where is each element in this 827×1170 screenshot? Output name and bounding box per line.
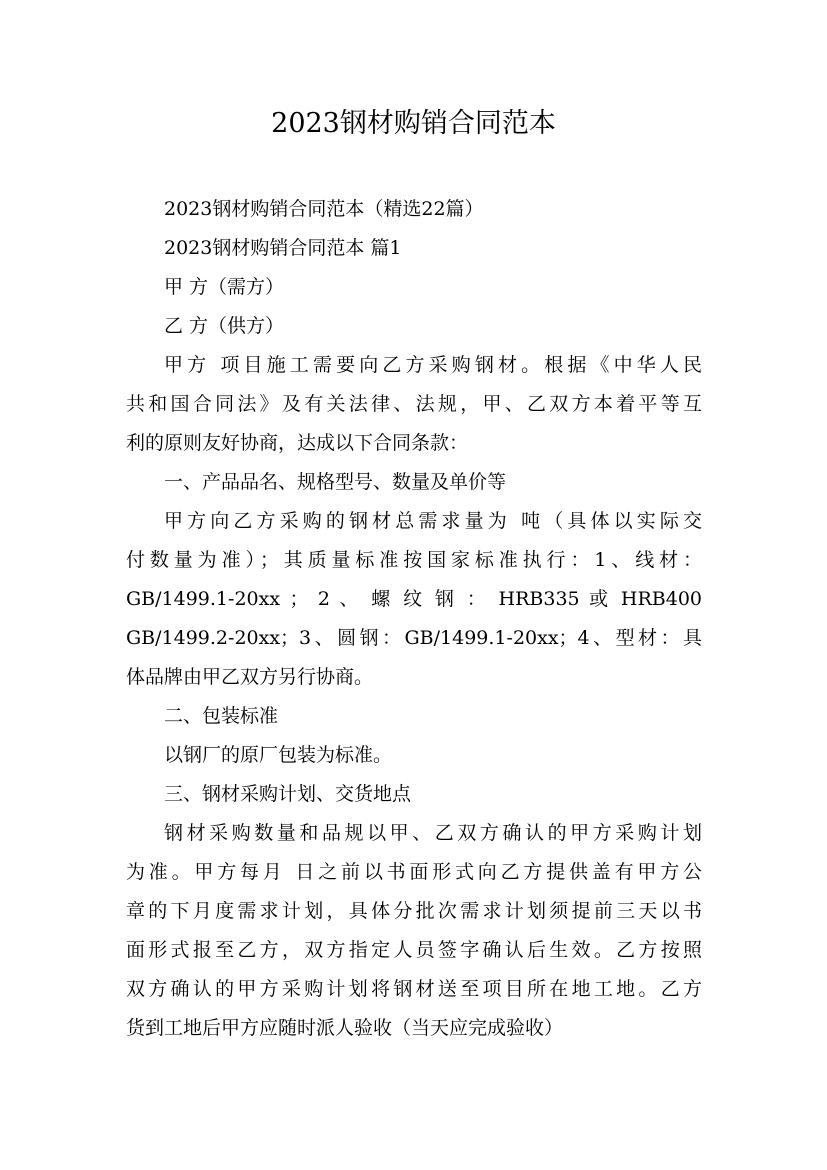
clause-heading-1: 一、产品品名、规格型号、数量及单价等 — [164, 471, 507, 493]
paragraph-line: 为准。甲方每月 日之前以书面形式向乙方提供盖有甲方公 — [126, 861, 702, 883]
paragraph-line: 付数量为准）；其质量标准按国家标准执行：1、线材： — [126, 549, 702, 571]
clause-3-paragraph — [126, 814, 702, 1048]
party-b-line: 乙 方（供方） — [164, 315, 285, 337]
paragraph-line: GB/1499.2-20xx；3、圆钢：GB/1499.1-20xx；4、型材：具 — [126, 627, 702, 649]
paragraph-line: 利的原则友好协商，达成以下合同条款： — [126, 432, 469, 454]
paragraph-line: 甲方 项目施工需要向乙方采购钢材。根据《中华人民 — [164, 354, 702, 376]
document-body — [126, 190, 702, 1048]
clause-2-paragraph: 以钢厂的原厂包装为标准。 — [164, 744, 393, 766]
paragraph-line: GB/1499.1-20xx ； 2 、 螺 纹 钢 ： HRB335 或 HRB400 — [126, 588, 702, 610]
paragraph-line: 甲方向乙方采购的钢材总需求量为 吨（具体以实际交 — [164, 510, 702, 532]
paragraph-line: 体品牌由甲乙双方另行协商。 — [126, 666, 374, 688]
document-title: 2023钢材购销合同范本 — [271, 108, 556, 139]
clause-heading-3: 三、钢材采购计划、交货地点 — [164, 783, 412, 805]
paragraph-line: 共和国合同法》及有关法律、法规，甲、乙双方本着平等互 — [126, 393, 702, 415]
paragraph-line: 双方确认的甲方采购计划将钢材送至项目所在地工地。乙方 — [126, 978, 702, 1000]
paragraph-line: 钢材采购数量和品规以甲、乙双方确认的甲方采购计划 — [164, 822, 702, 844]
paragraph-line: 章的下月度需求计划，具体分批次需求计划须提前三天以书 — [126, 900, 702, 922]
preamble-paragraph — [126, 346, 702, 463]
paragraph-line: 货到工地后甲方应随时派人验收（当天应完成验收） — [126, 1017, 564, 1039]
party-a-line: 甲 方（需方） — [164, 276, 285, 298]
clause-heading-2: 二、包装标准 — [164, 705, 279, 727]
paragraph-line: 面形式报至乙方，双方指定人员签字确认后生效。乙方按照 — [126, 939, 702, 961]
clause-1-paragraph — [126, 502, 702, 697]
section-heading-article-1: 2023钢材购销合同范本 篇1 — [164, 237, 402, 259]
subtitle-line: 2023钢材购销合同范本（精选22篇） — [164, 198, 484, 220]
